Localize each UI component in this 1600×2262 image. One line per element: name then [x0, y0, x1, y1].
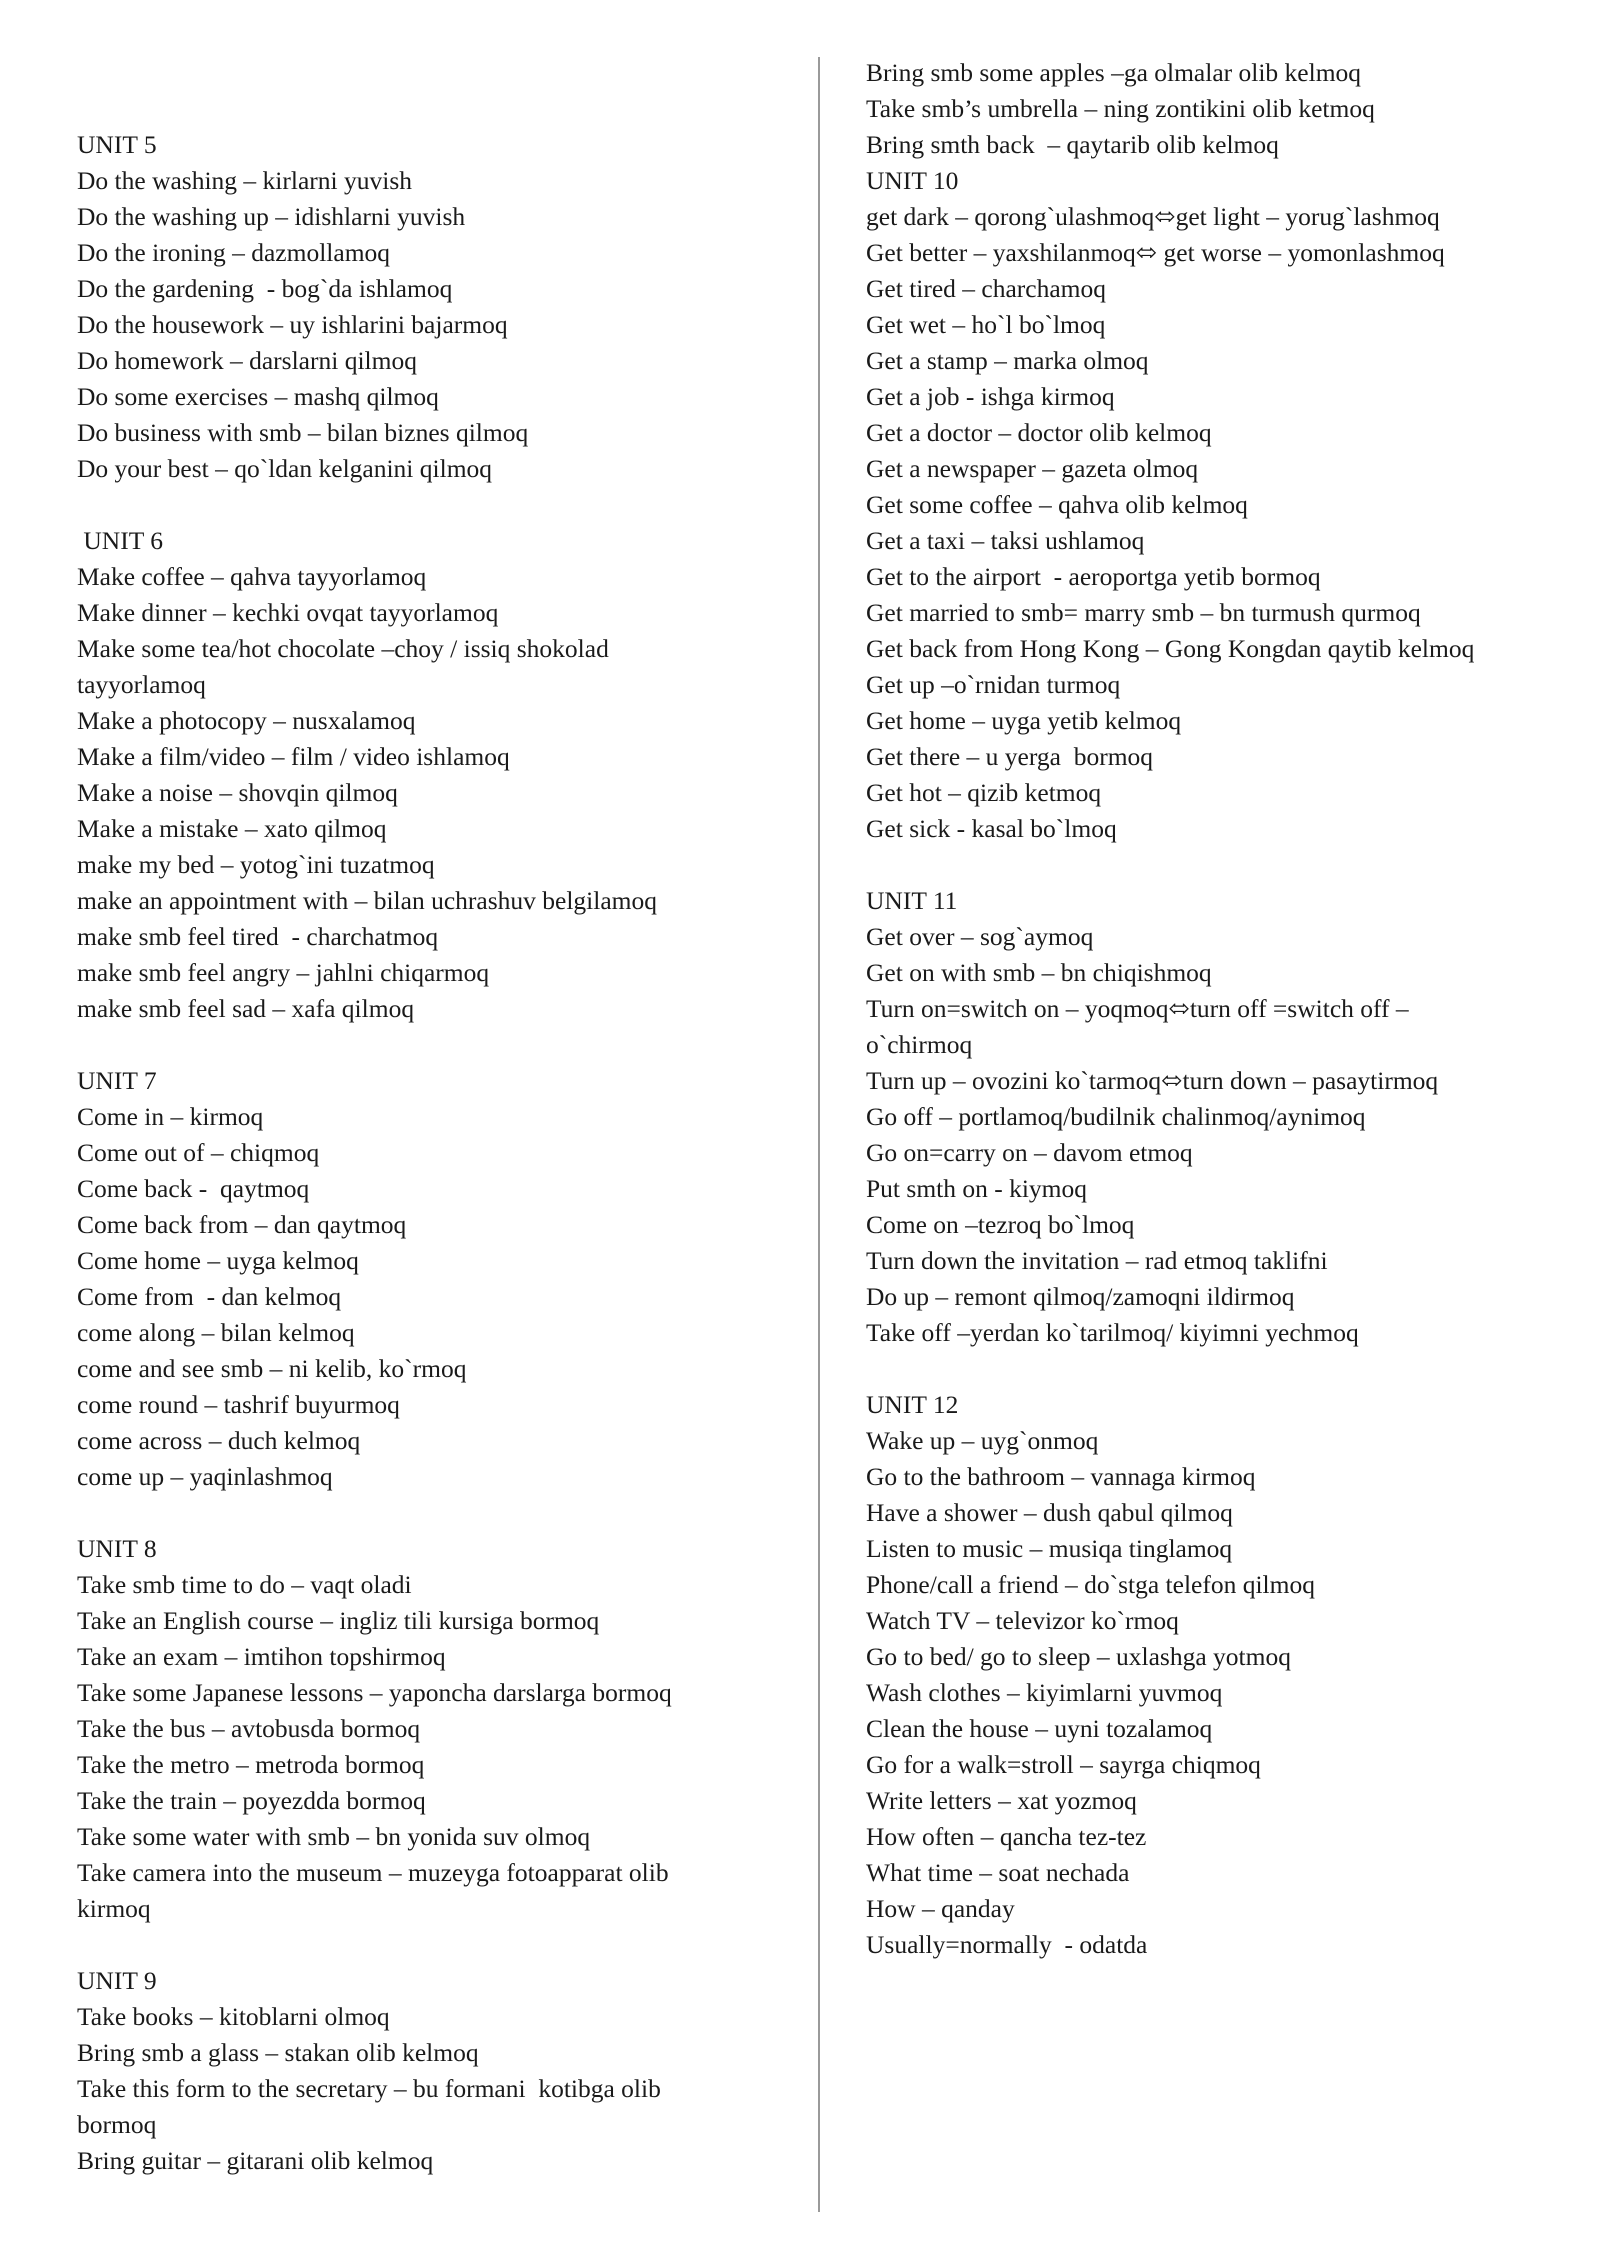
vocab-entry: Take an exam – imtihon topshirmoq — [77, 1642, 446, 1671]
vocab-entry: Get sick - kasal bo`lmoq — [866, 814, 1117, 843]
vocab-entry: Take off –yerdan ko`tarilmoq/ kiyimni yechmoq — [866, 1318, 1359, 1347]
vocab-entry: Get up –o`rnidan turmoq — [866, 670, 1121, 699]
vocab-entry: make smb feel sad – xafa qilmoq — [77, 994, 415, 1023]
vocab-entry: Get to the airport - aeroportga yetib bormoq — [866, 562, 1321, 591]
vocab-entry: Get married to smb= marry smb – bn turmush qurmoq — [866, 598, 1421, 627]
vocab-entry: come up – yaqinlashmoq — [77, 1462, 333, 1491]
vocab-entry: make an appointment with – bilan uchrashuv belgilamoq — [77, 886, 657, 915]
blank-line — [866, 847, 1566, 883]
vocab-entry: tayyorlamoq — [77, 670, 206, 699]
vocab-entry: bormoq — [77, 2110, 157, 2139]
vocab-entry: Come back - qaytmoq — [77, 1174, 310, 1203]
vocab-entry: Come from - dan kelmoq — [77, 1282, 342, 1311]
vocab-entry: make smb feel tired - charchatmoq — [77, 922, 439, 951]
vocab-entry: Get over – sog`aymoq — [866, 922, 1094, 951]
vocab-entry: Clean the house – uyni tozalamoq — [866, 1714, 1213, 1743]
unit-heading: UNIT 5 — [77, 130, 157, 159]
vocab-entry: Bring smb some apples –ga olmalar olib kelmoq — [866, 58, 1362, 87]
vocab-entry: Make coffee – qahva tayyorlamoq — [77, 562, 427, 591]
vocab-entry: o`chirmoq — [866, 1030, 973, 1059]
vocab-entry: How often – qancha tez-tez — [866, 1822, 1147, 1851]
vocab-entry: Wash clothes – kiyimlarni yuvmoq — [866, 1678, 1223, 1707]
vocab-entry: Take an English course – ingliz tili kursiga bormoq — [77, 1606, 600, 1635]
column-divider — [818, 57, 820, 2212]
unit-heading: UNIT 11 — [866, 886, 958, 915]
vocab-entry: Get there – u yerga bormoq — [866, 742, 1154, 771]
unit-heading: UNIT 12 — [866, 1390, 959, 1419]
vocab-entry: Go to the bathroom – vannaga kirmoq — [866, 1462, 1256, 1491]
vocab-entry: come across – duch kelmoq — [77, 1426, 361, 1455]
vocab-entry: Get hot – qizib ketmoq — [866, 778, 1102, 807]
vocab-entry: Take books – kitoblarni olmoq — [77, 2002, 390, 2031]
vocab-entry: Have a shower – dush qabul qilmoq — [866, 1498, 1233, 1527]
blank-line — [866, 1351, 1566, 1387]
vocab-entry: Turn down the invitation – rad etmoq taklifni — [866, 1246, 1328, 1275]
blank-line — [77, 1495, 797, 1531]
unit-heading: UNIT 10 — [866, 166, 959, 195]
vocab-entry: Get tired – charchamoq — [866, 274, 1107, 303]
vocab-entry: Come in – kirmoq — [77, 1102, 264, 1131]
vocab-entry: come and see smb – ni kelib, ko`rmoq — [77, 1354, 467, 1383]
vocab-entry: Take smb’s umbrella – ning zontikini olib ketmoq — [866, 94, 1375, 123]
vocab-entry: Make a photocopy – nusxalamoq — [77, 706, 416, 735]
vocab-entry: Go off – portlamoq/budilnik chalinmoq/aynimoq — [866, 1102, 1366, 1131]
vocab-entry: Do some exercises – mashq qilmoq — [77, 382, 439, 411]
vocab-entry: Bring smb a glass – stakan olib kelmoq — [77, 2038, 479, 2067]
vocab-entry: Make a noise – shovqin qilmoq — [77, 778, 398, 807]
vocab-entry: Do the washing – kirlarni yuvish — [77, 166, 412, 195]
vocab-entry: Do the washing up – idishlarni yuvish — [77, 202, 466, 231]
vocab-entry: Get some coffee – qahva olib kelmoq — [866, 490, 1248, 519]
vocab-entry: Write letters – xat yozmoq — [866, 1786, 1137, 1815]
vocab-entry: Go for a walk=stroll – sayrga chiqmoq — [866, 1750, 1261, 1779]
vocab-entry: Take some water with smb – bn yonida suv olmoq — [77, 1822, 591, 1851]
vocab-entry: Turn on=switch on – yoqmoq⬄turn off =switch off – — [866, 994, 1409, 1023]
vocab-entry: Put smth on - kiymoq — [866, 1174, 1088, 1203]
vocab-entry: kirmoq — [77, 1894, 151, 1923]
vocab-entry: Make some tea/hot chocolate –choy / issiq shokolad — [77, 634, 609, 663]
unit-heading: UNIT 9 — [77, 1966, 157, 1995]
vocab-entry: Get home – uyga yetib kelmoq — [866, 706, 1182, 735]
vocab-entry: Do your best – qo`ldan kelganini qilmoq — [77, 454, 493, 483]
vocab-entry: Get better – yaxshilanmoq⬄ get worse – yomonlashmoq — [866, 238, 1445, 267]
vocab-entry: Go on=carry on – davom etmoq — [866, 1138, 1193, 1167]
vocab-entry: come round – tashrif buyurmoq — [77, 1390, 400, 1419]
vocab-entry: Take camera into the museum – muzeyga fotoapparat olib — [77, 1858, 669, 1887]
unit-heading: UNIT 7 — [77, 1066, 157, 1095]
vocab-entry: Come on –tezroq bo`lmoq — [866, 1210, 1135, 1239]
vocab-entry: Take the train – poyezdda bormoq — [77, 1786, 426, 1815]
left-column — [77, 127, 797, 2179]
unit-heading: UNIT 6 — [77, 526, 163, 555]
vocab-entry: Take some Japanese lessons – yaponcha darslarga bormoq — [77, 1678, 672, 1707]
vocab-entry: Make a film/video – film / video ishlamoq — [77, 742, 510, 771]
vocab-entry: Get a taxi – taksi ushlamoq — [866, 526, 1145, 555]
vocab-entry: Come home – uyga kelmoq — [77, 1246, 359, 1275]
vocab-entry: Do up – remont qilmoq/zamoqni ildirmoq — [866, 1282, 1295, 1311]
vocab-entry: Make a mistake – xato qilmoq — [77, 814, 387, 843]
vocab-entry: Bring guitar – gitarani olib kelmoq — [77, 2146, 434, 2175]
vocab-entry: Make dinner – kechki ovqat tayyorlamoq — [77, 598, 499, 627]
vocab-entry: Do the gardening - bog`da ishlamoq — [77, 274, 453, 303]
vocab-entry: Wake up – uyg`onmoq — [866, 1426, 1099, 1455]
vocab-entry: get dark – qorong`ulashmoq⬄get light – yorug`lashmoq — [866, 202, 1440, 231]
vocab-entry: Get a newspaper – gazeta olmoq — [866, 454, 1199, 483]
vocab-entry: Turn up – ovozini ko`tarmoq⬄turn down – pasaytirmoq — [866, 1066, 1439, 1095]
vocab-entry: Get a job - ishga kirmoq — [866, 382, 1115, 411]
vocab-entry: Get back from Hong Kong – Gong Kongdan qaytib kelmoq — [866, 634, 1475, 663]
vocab-entry: Do homework – darslarni qilmoq — [77, 346, 417, 375]
vocab-entry: Phone/call a friend – do`stga telefon qilmoq — [866, 1570, 1315, 1599]
vocab-entry: Get wet – ho`l bo`lmoq — [866, 310, 1106, 339]
vocab-entry: How – qanday — [866, 1894, 1015, 1923]
vocab-entry: make my bed – yotog`ini tuzatmoq — [77, 850, 435, 879]
blank-line — [77, 1027, 797, 1063]
vocab-entry: Take smb time to do – vaqt oladi — [77, 1570, 412, 1599]
vocab-entry: Usually=normally - odatda — [866, 1930, 1148, 1959]
vocab-entry: Get a doctor – doctor olib kelmoq — [866, 418, 1212, 447]
vocab-entry: Do the housework – uy ishlarini bajarmoq — [77, 310, 508, 339]
vocab-entry: Listen to music – musiqa tinglamoq — [866, 1534, 1233, 1563]
right-column — [866, 55, 1566, 1963]
vocab-entry: Watch TV – televizor ko`rmoq — [866, 1606, 1179, 1635]
vocab-entry: Take the bus – avtobusda bormoq — [77, 1714, 421, 1743]
vocab-entry: What time – soat nechada — [866, 1858, 1130, 1887]
unit-heading: UNIT 8 — [77, 1534, 157, 1563]
vocab-entry: Get on with smb – bn chiqishmoq — [866, 958, 1212, 987]
blank-line — [77, 1927, 797, 1963]
vocab-entry: make smb feel angry – jahlni chiqarmoq — [77, 958, 490, 987]
vocab-entry: come along – bilan kelmoq — [77, 1318, 355, 1347]
vocab-entry: Come out of – chiqmoq — [77, 1138, 320, 1167]
blank-line — [77, 487, 797, 523]
vocab-entry: Take this form to the secretary – bu formani kotibga olib — [77, 2074, 661, 2103]
vocab-entry: Go to bed/ go to sleep – uxlashga yotmoq — [866, 1642, 1291, 1671]
vocab-entry: Do the ironing – dazmollamoq — [77, 238, 391, 267]
vocab-entry: Do business with smb – bilan biznes qilmoq — [77, 418, 529, 447]
vocab-entry: Get a stamp – marka olmoq — [866, 346, 1149, 375]
vocab-entry: Come back from – dan qaytmoq — [77, 1210, 407, 1239]
vocab-entry: Take the metro – metroda bormoq — [77, 1750, 425, 1779]
vocab-entry: Bring smth back – qaytarib olib kelmoq — [866, 130, 1279, 159]
